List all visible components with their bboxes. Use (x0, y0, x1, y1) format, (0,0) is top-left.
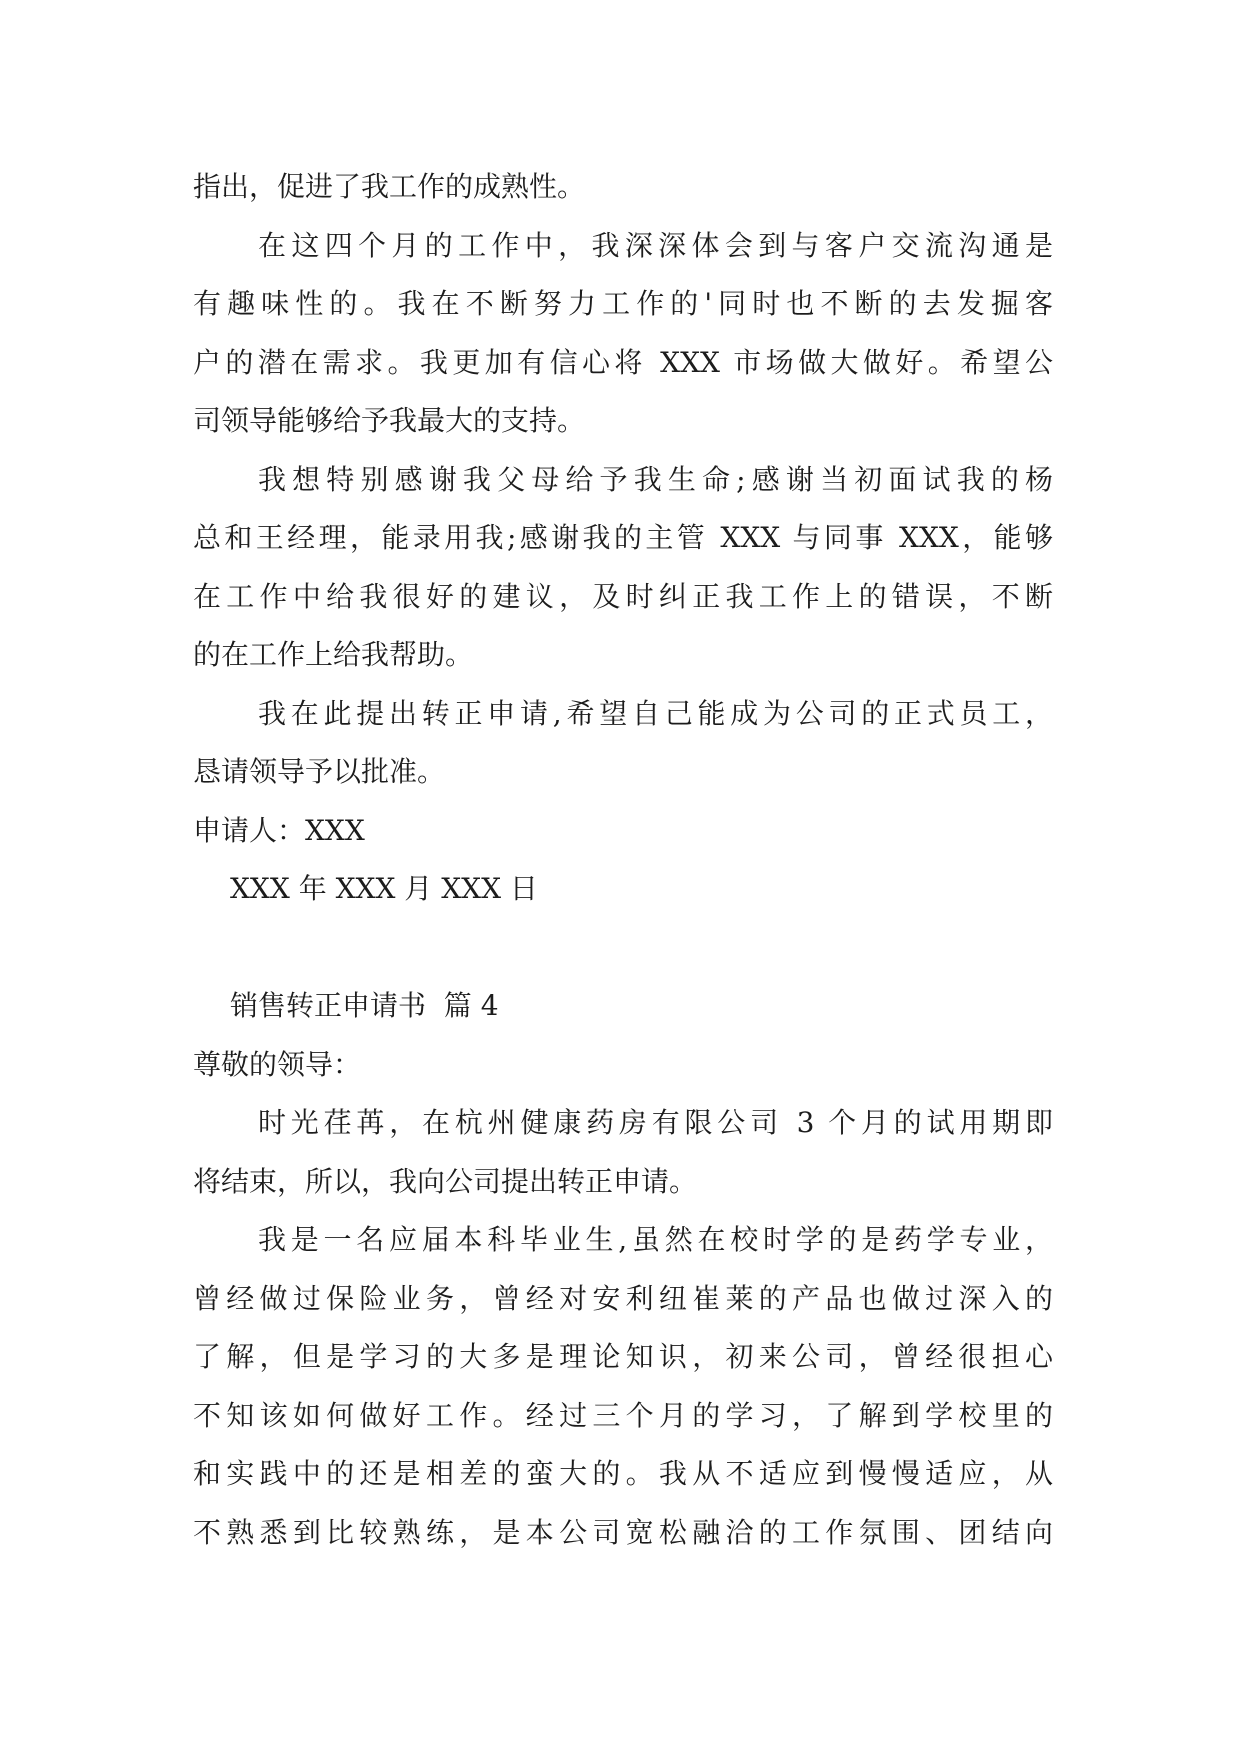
section-title: 销售转正申请书 篇 4 (230, 989, 499, 1022)
paragraph-line: 在这四个月的工作中，我深深体会到与客户交流沟通是 (258, 228, 1053, 262)
salutation: 尊敬的领导： (193, 1047, 362, 1081)
paragraph-line: 有趣味性的。我在不断努力工作的'同时也不断的去发掘客 (193, 287, 1053, 320)
paragraph-line: 不知该如何做好工作。经过三个月的学习，了解到学校里的 (193, 1398, 1053, 1432)
paragraph-line: 曾经做过保险业务，曾经对安利纽崔莱的产品也做过深入的 (193, 1281, 1053, 1315)
paragraph-line: 在工作中给我很好的建议，及时纠正我工作上的错误，不断 (193, 579, 1053, 613)
paragraph-line: 恳请领导予以批准。 (193, 755, 446, 788)
paragraph-line: 我在此提出转正申请,希望自己能成为公司的正式员工， (258, 696, 1053, 730)
paragraph (193, 451, 1053, 685)
paragraph-line: 的在工作上给我帮助。 (193, 638, 474, 671)
paragraph-line: 了解，但是学习的大多是理论知识，初来公司，曾经很担心 (193, 1340, 1053, 1373)
paragraph (193, 217, 1053, 451)
paragraph (193, 158, 1053, 217)
paragraph-line: 总和王经理，能录用我;感谢我的主管 XXX 与同事 XXX，能够 (193, 521, 1053, 554)
paragraph (193, 1211, 1053, 1562)
paragraph-line: 时光荏苒，在杭州健康药房有限公司 3 个月的试用期即 (258, 1106, 1053, 1139)
paragraph-line: 将结束，所以，我向公司提出转正申请。 (193, 1164, 698, 1198)
document-body (193, 158, 1053, 1562)
paragraph-line: 我想特别感谢我父母给予我生命;感谢当初面试我的杨 (258, 462, 1053, 496)
paragraph (193, 685, 1053, 802)
paragraph-line: 我是一名应届本科毕业生,虽然在校时学的是药学专业， (258, 1223, 1053, 1256)
paragraph-line: 和实践中的还是相差的蛮大的。我从不适应到慢慢适应，从 (193, 1457, 1053, 1490)
paragraph-line: 司领导能够给予我最大的支持。 (193, 404, 586, 437)
paragraph-line: 指出，促进了我工作的成熟性。 (193, 170, 586, 203)
signature-date: XXX 年 XXX 月 XXX 日 (230, 872, 538, 905)
paragraph-line: 户的潜在需求。我更加有信心将 XXX 市场做大做好。希望公 (193, 345, 1053, 379)
paragraph (193, 1094, 1053, 1211)
paragraph-line: 不熟悉到比较熟练，是本公司宽松融洽的工作氛围、团结向 (193, 1515, 1053, 1549)
blank-line (193, 919, 1053, 978)
applicant-signature: 申请人：XXX (193, 813, 365, 847)
